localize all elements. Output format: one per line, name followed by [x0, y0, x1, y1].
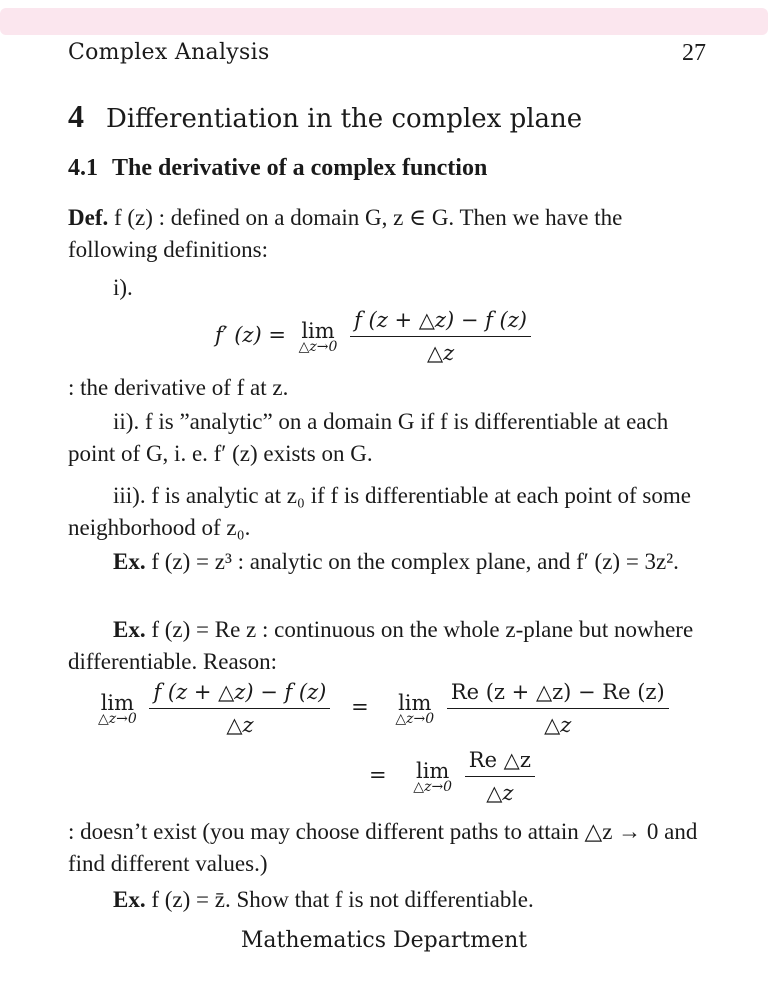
eq1-numerator: f (z + △z) − f (z)	[350, 308, 531, 337]
eq2-lim-sub-2: △z→0	[395, 710, 435, 727]
ex3-text: f (z) = z̄. Show that f is not differentiable.	[151, 887, 534, 912]
item-1-label: i).	[113, 275, 133, 300]
eq2-numerator-2: Re (z + △z) − Re (z)	[447, 680, 669, 709]
eq2-fraction-2	[447, 680, 669, 737]
eq2-lim-sub-1: △z→0	[98, 710, 137, 727]
eq2-fraction-1	[149, 680, 330, 737]
eq2-numerator-1: f (z + △z) − f (z)	[149, 680, 330, 709]
section-number: 4	[68, 98, 84, 134]
page-number: 27	[682, 40, 706, 66]
example-1	[68, 546, 708, 578]
eq2-numerator-3: Re △z	[465, 748, 535, 777]
definition-paragraph	[68, 202, 708, 266]
equation-reason-line1	[92, 680, 669, 737]
after-equation-2: : doesn’t exist (you may choose different paths to attain △z → 0 and find different values.)	[68, 819, 698, 876]
item-1-after: : the derivative of f at z.	[68, 375, 289, 400]
def-label: Def.	[68, 205, 109, 230]
section-title: Differentiation in the complex plane	[106, 104, 583, 134]
ex2-label: Ex.	[113, 617, 146, 642]
eq2-equals-2: =	[369, 763, 387, 787]
item-3: iii). f is analytic at z₀ if f is differentiable at each point of some neighborhood of z₀.	[68, 483, 691, 540]
eq1-lim-sub: △z→0	[298, 338, 338, 355]
ex1-label: Ex.	[113, 549, 146, 574]
eq1-fraction	[350, 308, 531, 365]
item-2: ii). f is ”analytic” on a domain G if f is differentiable at each point of G, i. e. f′ (z) exists on G.	[68, 409, 669, 466]
section-heading	[68, 98, 582, 135]
eq2-lim-3: lim	[416, 758, 450, 783]
eq2-lim-2: lim	[398, 690, 432, 715]
ex2-text: f (z) = Re z : continuous on the whole z-plane but nowhere differentiable. Reason:	[68, 617, 694, 674]
running-header	[68, 40, 706, 74]
eq2-denominator-3: △z	[486, 781, 514, 805]
eq1-limit	[299, 319, 338, 355]
ex1-text: f (z) = z³ : analytic on the complex plane, and f′ (z) = 3z².	[151, 549, 679, 574]
eq1-lim: lim	[301, 318, 335, 343]
eq2-equals-1: =	[351, 695, 369, 719]
eq1-lhs: f′ (z) =	[215, 323, 286, 347]
subsection-heading	[68, 155, 487, 182]
eq2-fraction-3	[465, 748, 535, 805]
eq2-limit-1	[98, 691, 137, 727]
ex3-label: Ex.	[113, 887, 146, 912]
page-footer: Mathematics Department	[240, 928, 528, 953]
example-3	[68, 884, 708, 916]
top-bar	[0, 8, 768, 35]
equation-derivative	[215, 308, 531, 365]
eq2-lim-sub-3: △z→0	[413, 778, 453, 795]
eq2-denominator-1: △z	[226, 713, 254, 737]
eq2-limit-2	[395, 691, 434, 727]
eq2-limit-3	[413, 759, 452, 795]
header-title: Complex Analysis	[68, 40, 270, 65]
subsection-number: 4.1	[68, 155, 98, 181]
eq2-denominator-2: △z	[544, 713, 572, 737]
def-text: f (z) : defined on a domain G, z ∈ G. Then we have the following definitions:	[68, 205, 623, 262]
eq2-lim-1: lim	[100, 690, 135, 715]
eq1-denominator: △z	[426, 341, 455, 365]
equation-reason-line2	[369, 748, 535, 805]
subsection-title: The derivative of a complex function	[112, 155, 488, 181]
example-2	[68, 614, 708, 678]
